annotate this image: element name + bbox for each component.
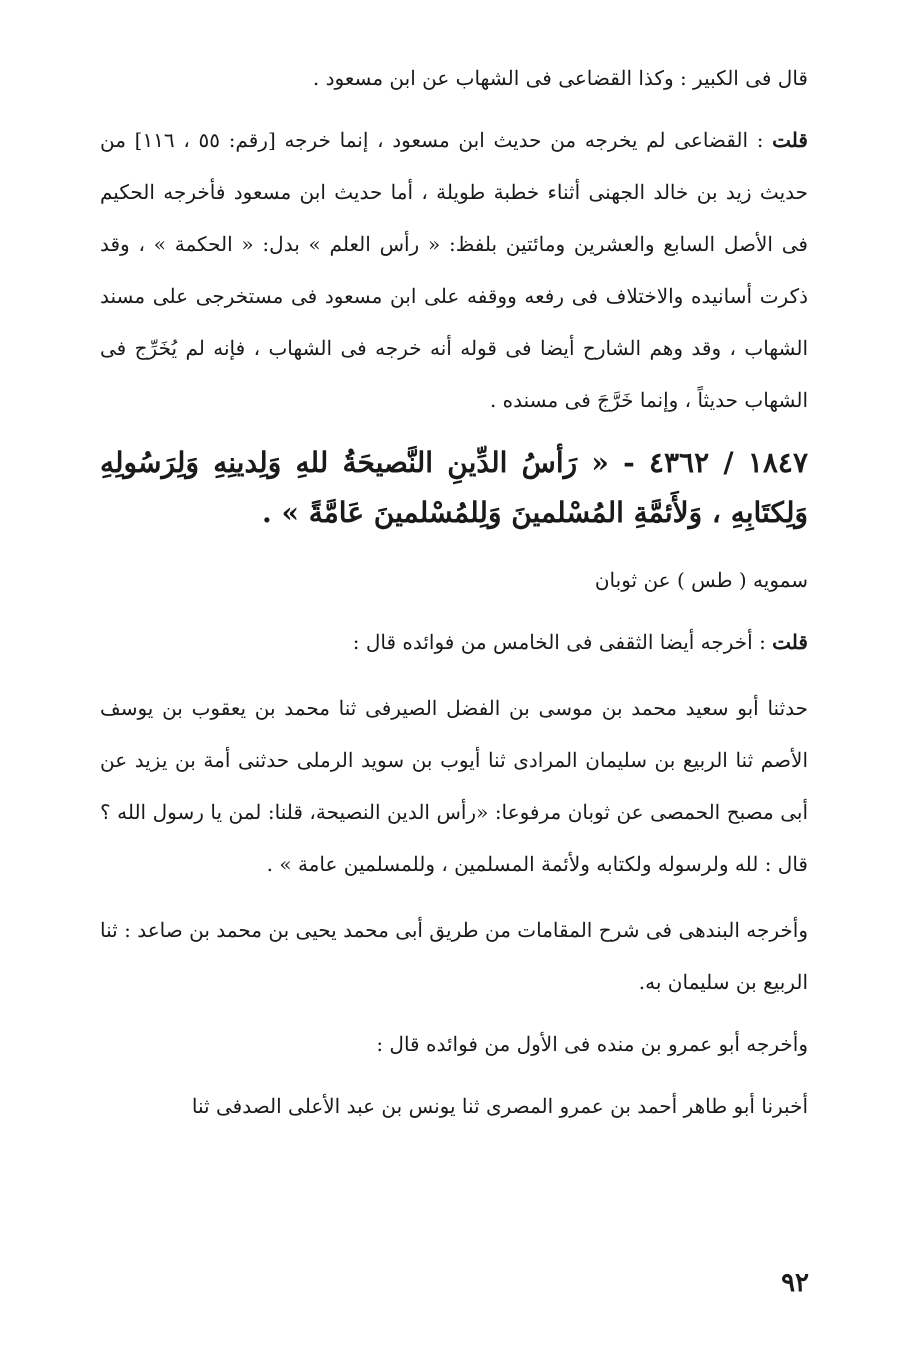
paragraph-6: وأخرجه أبو عمرو بن منده فى الأول من فوائده قال : xyxy=(376,1032,808,1056)
paragraph-4: حدثنا أبو سعيد محمد بن موسى بن الفضل الصيرفى ثنا محمد بن يعقوب بن يوسف الأصم ثنا الربيع بن سليمان المرادى ثنا أيوب بن سويد الرملى حدثنى أمة بن يزيد عن أبى مصبح الحمصى عن ثوبان مرفوعا: «رأس الدين النصيحة، قلنا: لمن يا رسول الله ؟ قال : لله ولرسوله ولكتابه ولأئمة المسلمين ، وللمسلمين عامة » . xyxy=(100,696,808,876)
paragraph-2-text: : القضاعى لم يخرجه من حديث ابن مسعود ، إنما خرجه [رقم: ٥٥ ، ١١٦] من حديث زيد بن خالد الجهنى أثناء خطبة طويلة ، أما حديث ابن مسعود فأخرجه الحكيم فى الأصل السابع والعشرين ومائتين بلفظ: « رأس العلم » بدل: « الحكمة » ، وقد ذكرت أسانيده والاختلاف فى رفعه ووقفه على ابن مسعود فى مستخرجى على مسند الشهاب ، وقد وهم الشارح أيضا فى قوله أنه خرجه فى الشهاب ، فإنه لم يُخَرِّج فى الشهاب حديثاً ، وإنما خَرَّجَ فى مسنده . xyxy=(100,128,808,412)
paragraph-3-text: : أخرجه أيضا الثقفى فى الخامس من فوائده قال : xyxy=(352,630,773,654)
paragraph-7: أخبرنا أبو طاهر أحمد بن عمرو المصرى ثنا يونس بن عبد الأعلى الصدفى ثنا xyxy=(191,1094,808,1118)
hadith-source: سمويه ( طس ) عن ثوبان xyxy=(594,568,808,592)
page-number: ٩٢ xyxy=(781,1268,809,1298)
paragraph-3 xyxy=(100,616,808,668)
qult-label: قلت xyxy=(772,128,808,152)
page-body xyxy=(100,52,808,1132)
paragraph-2 xyxy=(100,114,808,426)
paragraph-1: قال فى الكبير : وكذا القضاعى فى الشهاب عن ابن مسعود . xyxy=(312,66,808,90)
hadith-text: ١٨٤٧ / ٤٣٦٢ - « رَأسُ الدِّينِ النَّصيحَةُ للهِ وَلِدينِهِ وَلِرَسُولِهِ وَلِكتَابِهِ ، وَلأَئمَّةِ المُسْلمينَ وَلِلمُسْلمينَ عَامَّةً » . xyxy=(100,446,808,529)
paragraph-5: وأخرجه البندهى فى شرح المقامات من طريق أبى محمد يحيى بن محمد بن صاعد : ثنا الربيع بن سليمان به. xyxy=(100,918,808,994)
qult-label: قلت xyxy=(772,630,808,654)
